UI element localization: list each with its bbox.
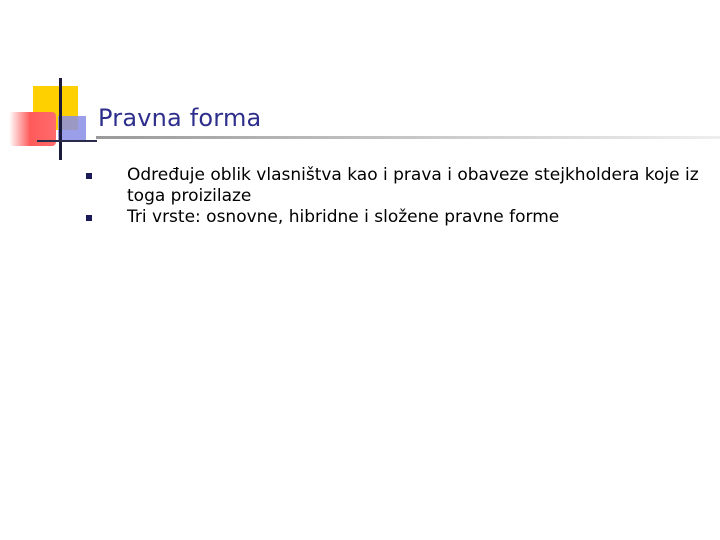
logo-horizontal-line [37,140,97,142]
bullet-item [86,207,706,228]
bullet-item [86,165,706,207]
bullet-list [86,165,706,228]
bullet-text: Određuje oblik vlasništva kao i prava i obaveze stejkholdera koje iz toga proizilaze [127,165,699,206]
bullet-square-icon [86,215,92,221]
bullet-text: Tri vrste: osnovne, hibridne i složene pravne forme [127,207,560,227]
logo-blue-square [58,116,86,141]
slide-title: Pravna forma [98,104,262,132]
title-underline [96,136,720,139]
decorative-logo [0,0,100,170]
bullet-square-icon [86,173,92,179]
logo-vertical-line [59,78,62,160]
